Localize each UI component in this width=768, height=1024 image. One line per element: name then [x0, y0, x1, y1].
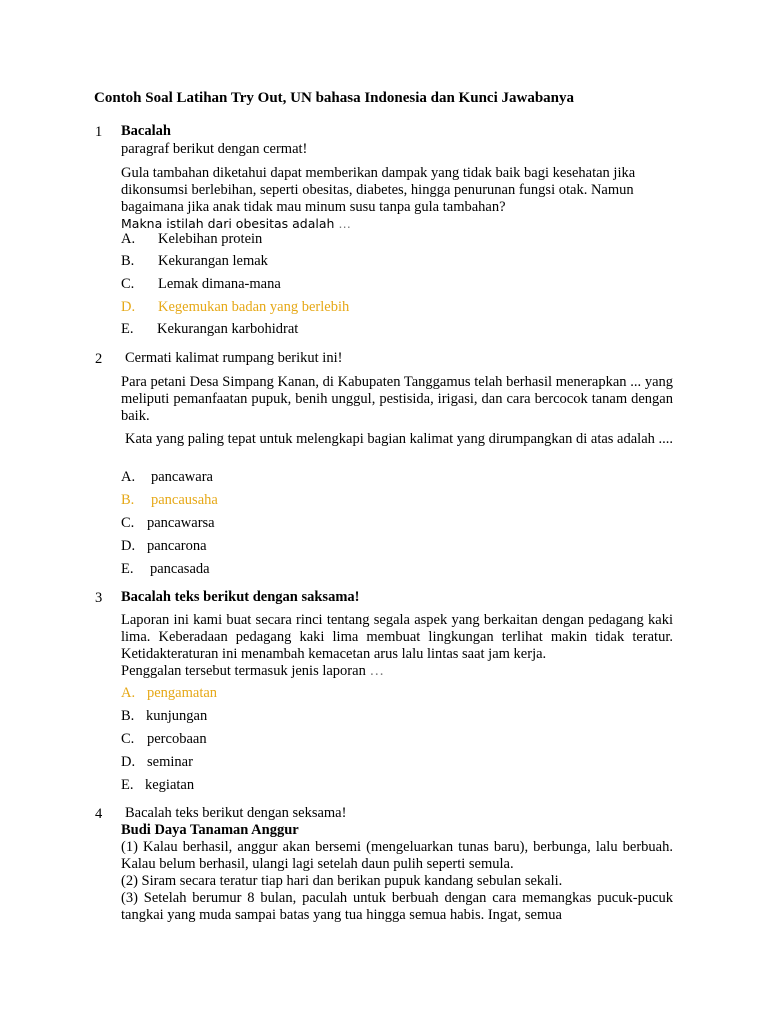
- option-letter: E.: [121, 777, 134, 793]
- question-3-option-c[interactable]: [121, 731, 207, 748]
- option-text: Kegemukan badan yang berlebih: [158, 299, 350, 315]
- option-letter: B.: [121, 492, 135, 508]
- question-3-option-b[interactable]: [121, 708, 207, 725]
- question-1-passage: Gula tambahan diketahui dapat memberikan dampak yang tidak baik bagi kesehatan jika dikonsumsi berlebihan, seperti obesitas, diabetes, hingga penurunan fungsi otak. Namun bagaimana jika anak tidak mau minum susu tanpa gula tambahan?: [121, 165, 636, 215]
- option-letter: C.: [121, 276, 135, 292]
- option-text: Kelebihan protein: [158, 231, 263, 247]
- question-2-instruction: Cermati kalimat rumpang berikut ini!: [125, 350, 343, 366]
- option-text: Kekurangan lemak: [158, 253, 268, 269]
- question-3-prompt-text: Penggalan tersebut termasuk jenis laporan: [121, 663, 366, 679]
- question-4-step-1: (1) Kalau berhasil, anggur akan bersemi (mengeluarkan tunas baru), berbunga, lalu berbuah. Kalau belum berhasil, ulangi lagi setelah daun pulih seperti semula.: [121, 839, 673, 872]
- option-letter: A.: [121, 685, 136, 701]
- question-1-heading: Bacalah: [121, 123, 171, 139]
- option-text: percobaan: [147, 731, 207, 747]
- option-letter: E.: [121, 321, 134, 337]
- question-4-subtitle: Budi Daya Tanaman Anggur: [121, 822, 299, 838]
- question-3-ellipsis: …: [369, 663, 384, 679]
- option-letter: D.: [121, 299, 136, 315]
- question-2-option-b-answer[interactable]: [121, 492, 218, 509]
- question-3-option-a-answer[interactable]: [121, 685, 217, 702]
- option-letter: C.: [121, 731, 135, 747]
- question-3-prompt: [121, 663, 384, 680]
- question-3-passage: Laporan ini kami buat secara rinci tentang segala aspek yang berkaitan dengan pedagang kaki lima. Keberadaan pedagang kaki lima membuat lingkungan terlihat makin tidak teratur. Ketidakteraturan ini menambah kemacetan arus lalu lintas saat jam kerja.: [121, 612, 673, 662]
- question-3-option-d[interactable]: [121, 754, 193, 771]
- option-letter: A.: [121, 469, 136, 485]
- option-text: pancasada: [150, 561, 210, 577]
- question-3-number: 3: [95, 590, 103, 606]
- option-letter: B.: [121, 708, 135, 724]
- option-text: pancawarsa: [147, 515, 215, 531]
- option-text: Lemak dimana-mana: [158, 276, 281, 292]
- question-4-step-3: (3) Setelah berumur 8 bulan, paculah untuk berbuah dengan cara memangkas pucuk-pucuk tangkai yang muda sampai batas yang tua hingga semua habis. Ingat, semua: [121, 890, 673, 923]
- option-letter: E.: [121, 561, 134, 577]
- option-text: pancawara: [151, 469, 213, 485]
- option-letter: D.: [121, 754, 136, 770]
- question-4-number: 4: [95, 806, 103, 822]
- option-text: pengamatan: [147, 685, 218, 701]
- option-text: kunjungan: [146, 708, 208, 724]
- option-text: pancarona: [147, 538, 207, 554]
- option-text: Kekurangan karbohidrat: [157, 321, 299, 337]
- question-2-option-c[interactable]: [121, 515, 215, 532]
- option-letter: B.: [121, 253, 135, 269]
- option-text: pancausaha: [151, 492, 218, 508]
- question-1-ellipsis: …: [338, 216, 351, 231]
- option-text: kegiatan: [145, 777, 195, 793]
- question-1-option-b[interactable]: [121, 253, 268, 270]
- question-2-option-d[interactable]: [121, 538, 207, 555]
- question-1-prompt-text: Makna istilah dari obesitas adalah: [121, 216, 335, 231]
- option-text: seminar: [147, 754, 193, 770]
- question-1-option-d-answer[interactable]: [121, 299, 349, 316]
- document-title: Contoh Soal Latihan Try Out, UN bahasa Indonesia dan Kunci Jawabanya: [94, 90, 574, 106]
- question-1-option-a[interactable]: [121, 231, 262, 248]
- question-2-prompt: Kata yang paling tepat untuk melengkapi bagian kalimat yang dirumpangkan di atas adalah ....: [125, 431, 674, 447]
- question-2-number: 2: [95, 351, 103, 367]
- question-1-option-e[interactable]: [121, 321, 298, 338]
- option-letter: D.: [121, 538, 136, 554]
- question-4-step-2: (2) Siram secara teratur tiap hari dan berikan pupuk kandang sebulan sekali.: [121, 873, 563, 889]
- question-4-instruction: Bacalah teks berikut dengan seksama!: [125, 805, 347, 821]
- question-2-option-e[interactable]: [121, 561, 210, 578]
- option-letter: C.: [121, 515, 135, 531]
- question-3-option-e[interactable]: [121, 777, 194, 794]
- question-1-option-c[interactable]: [121, 276, 281, 293]
- question-1-prompt: [121, 215, 351, 232]
- question-2-option-a[interactable]: [121, 469, 213, 486]
- question-3-instruction: Bacalah teks berikut dengan saksama!: [121, 589, 360, 605]
- question-2-passage: Para petani Desa Simpang Kanan, di Kabupaten Tanggamus telah berhasil menerapkan ... yang meliputi pemanfaatan pupuk, benih unggul, pestisida, irigasi, dan cara bercocok tanam dengan baik.: [121, 374, 673, 424]
- question-1-instruction: paragraf berikut dengan cermat!: [121, 141, 308, 157]
- question-1-number: 1: [95, 124, 103, 140]
- option-letter: A.: [121, 231, 136, 247]
